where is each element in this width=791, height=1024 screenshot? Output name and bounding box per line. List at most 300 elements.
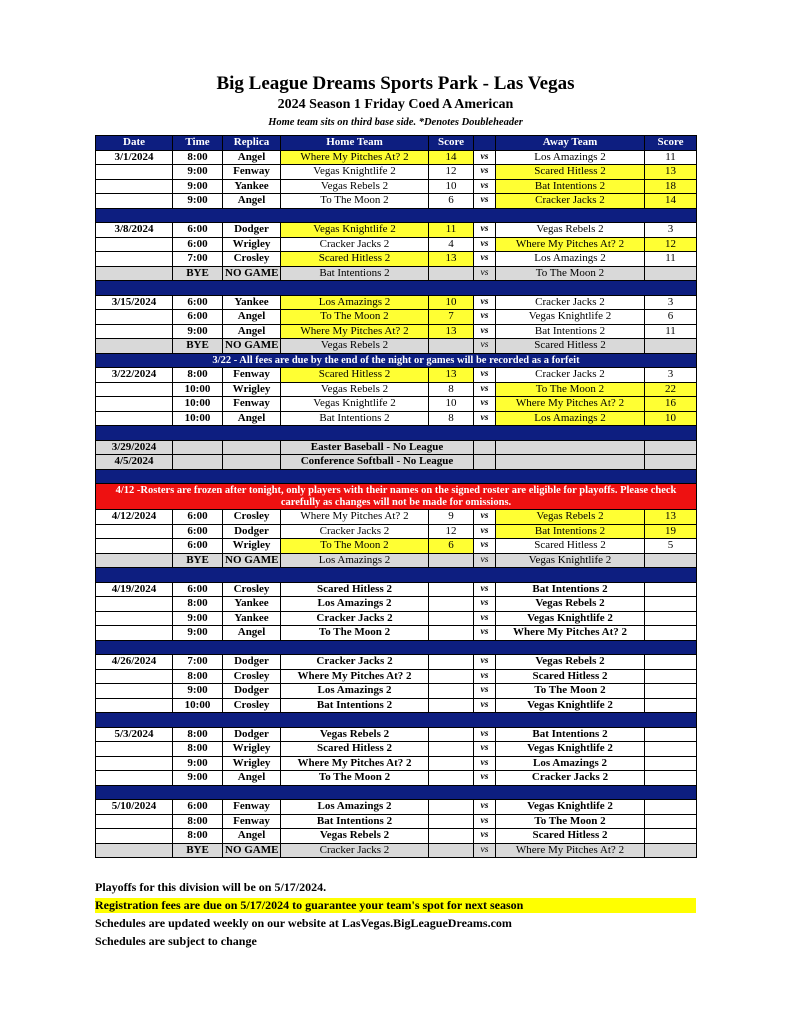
game-row <box>96 237 697 252</box>
date-cell: 3/1/2024 <box>96 150 173 165</box>
date-cell <box>96 626 173 641</box>
date-cell <box>96 165 173 180</box>
replica-cell: Dodger <box>223 524 281 539</box>
home-team-cell: Where My Pitches At? 2 <box>281 756 429 771</box>
date-cell <box>96 771 173 786</box>
date-cell <box>96 684 173 699</box>
date-cell <box>96 698 173 713</box>
away-score-cell <box>645 339 697 354</box>
date-cell <box>96 179 173 194</box>
away-score-cell <box>645 669 697 684</box>
separator-cell <box>96 785 697 800</box>
vs-cell: vs <box>474 397 496 412</box>
no-league-row <box>96 455 697 470</box>
alert-text: 4/12 -Rosters are frozen after tonight, only players with their names on the signed roster are eligible for playoffs. Please check carefully as changes will not be made for omissions. <box>96 484 697 510</box>
separator-cell <box>96 568 697 583</box>
date-cell <box>96 237 173 252</box>
date-cell <box>96 742 173 757</box>
away-team-cell: Vegas Rebels 2 <box>496 510 645 525</box>
date-cell: 4/12/2024 <box>96 510 173 525</box>
no-league-text: Conference Softball - No League <box>281 455 474 470</box>
game-row <box>96 150 697 165</box>
home-score-cell: 10 <box>429 397 474 412</box>
time-cell: 9:00 <box>173 179 223 194</box>
away-team-cell: To The Moon 2 <box>496 266 645 281</box>
away-team-cell: Where My Pitches At? 2 <box>496 237 645 252</box>
home-team-cell: Vegas Knightlife 2 <box>281 165 429 180</box>
game-row <box>96 582 697 597</box>
home-score-cell <box>429 553 474 568</box>
vs-cell: vs <box>474 524 496 539</box>
replica-cell: Angel <box>223 310 281 325</box>
away-score-cell: 3 <box>645 368 697 383</box>
away-team-cell: Bat Intentions 2 <box>496 582 645 597</box>
vs-cell: vs <box>474 814 496 829</box>
home-team-cell: Scared Hitless 2 <box>281 368 429 383</box>
time-cell: 9:00 <box>173 611 223 626</box>
game-row <box>96 165 697 180</box>
separator-cell <box>96 208 697 223</box>
away-team-cell: Scared Hitless 2 <box>496 539 645 554</box>
time-cell: 6:00 <box>173 310 223 325</box>
replica-cell: Angel <box>223 771 281 786</box>
away-cell <box>496 455 645 470</box>
vs-cell: vs <box>474 252 496 267</box>
home-score-cell: 4 <box>429 237 474 252</box>
away-team-cell: Where My Pitches At? 2 <box>496 397 645 412</box>
replica-cell: Wrigley <box>223 742 281 757</box>
home-team-cell: Los Amazings 2 <box>281 295 429 310</box>
away-score-cell: 6 <box>645 310 697 325</box>
time-cell: 9:00 <box>173 165 223 180</box>
bye-row <box>96 553 697 568</box>
bye-row <box>96 266 697 281</box>
away-team-cell: Scared Hitless 2 <box>496 669 645 684</box>
away-team-cell: Where My Pitches At? 2 <box>496 843 645 858</box>
separator-cell <box>96 281 697 296</box>
home-score-cell: 11 <box>429 223 474 238</box>
vs-cell: vs <box>474 756 496 771</box>
date-cell <box>96 756 173 771</box>
date-cell: 3/29/2024 <box>96 440 173 455</box>
date-cell: 4/5/2024 <box>96 455 173 470</box>
home-team-cell: Cracker Jacks 2 <box>281 524 429 539</box>
vs-cell: vs <box>474 150 496 165</box>
replica-cell: Dodger <box>223 727 281 742</box>
time-cell: 8:00 <box>173 727 223 742</box>
away-score-cell: 11 <box>645 324 697 339</box>
away-team-cell: Bat Intentions 2 <box>496 179 645 194</box>
away-team-cell: Bat Intentions 2 <box>496 524 645 539</box>
time-cell: 9:00 <box>173 194 223 209</box>
home-score-cell: 13 <box>429 252 474 267</box>
week-separator <box>96 640 697 655</box>
home-team-cell: Bat Intentions 2 <box>281 698 429 713</box>
replica-cell: Wrigley <box>223 756 281 771</box>
vs-cell: vs <box>474 553 496 568</box>
home-score-cell: 6 <box>429 194 474 209</box>
date-cell <box>96 829 173 844</box>
week-separator <box>96 785 697 800</box>
home-score-cell <box>429 800 474 815</box>
vs-cell: vs <box>474 684 496 699</box>
week-separator <box>96 713 697 728</box>
vs-cell: vs <box>474 539 496 554</box>
home-score-cell <box>429 756 474 771</box>
home-team-cell: Los Amazings 2 <box>281 684 429 699</box>
away-score-cell <box>645 611 697 626</box>
replica-cell: NO GAME <box>223 553 281 568</box>
date-cell: 3/8/2024 <box>96 223 173 238</box>
date-cell <box>96 397 173 412</box>
home-team-cell: Vegas Rebels 2 <box>281 829 429 844</box>
vs-cell: vs <box>474 382 496 397</box>
game-row <box>96 684 697 699</box>
home-team-cell: Scared Hitless 2 <box>281 252 429 267</box>
game-row <box>96 252 697 267</box>
game-row <box>96 771 697 786</box>
time-cell: 8:00 <box>173 368 223 383</box>
home-team-cell: Vegas Rebels 2 <box>281 179 429 194</box>
away-cell <box>496 440 645 455</box>
game-row <box>96 727 697 742</box>
home-team-cell: Los Amazings 2 <box>281 553 429 568</box>
time-cell: 9:00 <box>173 324 223 339</box>
date-cell: 4/19/2024 <box>96 582 173 597</box>
home-score-cell <box>429 727 474 742</box>
time-cell: BYE <box>173 266 223 281</box>
replica-cell <box>223 455 281 470</box>
time-cell: 8:00 <box>173 742 223 757</box>
away-team-cell: To The Moon 2 <box>496 814 645 829</box>
away-score-cell: 11 <box>645 252 697 267</box>
fee-notice-row <box>96 353 697 368</box>
home-score-cell: 9 <box>429 510 474 525</box>
away-team-cell: Bat Intentions 2 <box>496 727 645 742</box>
home-team-cell: Bat Intentions 2 <box>281 814 429 829</box>
time-cell: 7:00 <box>173 252 223 267</box>
schedule-body <box>96 150 697 858</box>
replica-cell: Crosley <box>223 669 281 684</box>
replica-cell: Angel <box>223 411 281 426</box>
home-team-cell: Scared Hitless 2 <box>281 582 429 597</box>
away-team-cell: Vegas Knightlife 2 <box>496 698 645 713</box>
date-cell: 5/10/2024 <box>96 800 173 815</box>
home-score-cell: 8 <box>429 411 474 426</box>
home-team-cell: Vegas Rebels 2 <box>281 727 429 742</box>
away-score-cell <box>645 742 697 757</box>
vs-cell: vs <box>474 194 496 209</box>
vs-cell: vs <box>474 411 496 426</box>
time-cell: 6:00 <box>173 539 223 554</box>
away-score-cell: 18 <box>645 179 697 194</box>
away-score-cell <box>645 597 697 612</box>
away-team-cell: Los Amazings 2 <box>496 756 645 771</box>
date-cell: 3/22/2024 <box>96 368 173 383</box>
date-cell <box>96 539 173 554</box>
page-subtitle: 2024 Season 1 Friday Coed A American <box>277 97 514 112</box>
game-row <box>96 368 697 383</box>
replica-cell: Dodger <box>223 655 281 670</box>
game-row <box>96 597 697 612</box>
col-vs <box>474 136 496 151</box>
home-score-cell <box>429 597 474 612</box>
game-row <box>96 669 697 684</box>
away-score-cell: 3 <box>645 223 697 238</box>
time-cell: 10:00 <box>173 698 223 713</box>
away-score-cell <box>645 814 697 829</box>
away-team-cell: Vegas Knightlife 2 <box>496 800 645 815</box>
replica-cell: Crosley <box>223 582 281 597</box>
game-row <box>96 295 697 310</box>
week-separator <box>96 281 697 296</box>
away-score-cell <box>645 440 697 455</box>
vs-cell <box>474 455 496 470</box>
home-team-cell: To The Moon 2 <box>281 539 429 554</box>
replica-cell: Angel <box>223 829 281 844</box>
footer-playoffs: Playoffs for this division will be on 5/17/2024. <box>95 880 327 894</box>
time-cell: 9:00 <box>173 771 223 786</box>
col-away-team: Away Team <box>496 136 645 151</box>
game-row <box>96 397 697 412</box>
home-team-cell: To The Moon 2 <box>281 310 429 325</box>
home-score-cell <box>429 742 474 757</box>
time-cell: 7:00 <box>173 655 223 670</box>
home-score-cell <box>429 814 474 829</box>
col-home-team: Home Team <box>281 136 429 151</box>
away-team-cell: Vegas Rebels 2 <box>496 597 645 612</box>
time-cell: 10:00 <box>173 411 223 426</box>
away-score-cell <box>645 829 697 844</box>
replica-cell <box>223 440 281 455</box>
col-date: Date <box>96 136 173 151</box>
home-score-cell <box>429 829 474 844</box>
home-team-cell: Bat Intentions 2 <box>281 266 429 281</box>
away-score-cell <box>645 698 697 713</box>
away-score-cell <box>645 455 697 470</box>
game-row <box>96 310 697 325</box>
replica-cell: Angel <box>223 324 281 339</box>
date-cell <box>96 324 173 339</box>
table-header-row <box>96 136 697 151</box>
separator-cell <box>96 426 697 441</box>
replica-cell: NO GAME <box>223 266 281 281</box>
col-replica: Replica <box>223 136 281 151</box>
home-team-cell: Vegas Knightlife 2 <box>281 223 429 238</box>
vs-cell: vs <box>474 295 496 310</box>
away-team-cell: Los Amazings 2 <box>496 150 645 165</box>
time-cell: 6:00 <box>173 800 223 815</box>
away-team-cell: Los Amazings 2 <box>496 411 645 426</box>
away-score-cell <box>645 771 697 786</box>
home-score-cell <box>429 339 474 354</box>
time-cell: 8:00 <box>173 669 223 684</box>
vs-cell: vs <box>474 266 496 281</box>
roster-alert-row <box>96 484 697 510</box>
vs-cell: vs <box>474 626 496 641</box>
away-team-cell: Vegas Knightlife 2 <box>496 611 645 626</box>
away-team-cell: Bat Intentions 2 <box>496 324 645 339</box>
vs-cell: vs <box>474 655 496 670</box>
home-score-cell: 12 <box>429 524 474 539</box>
home-team-cell: Scared Hitless 2 <box>281 742 429 757</box>
away-score-cell: 5 <box>645 539 697 554</box>
replica-cell: Wrigley <box>223 237 281 252</box>
vs-cell: vs <box>474 742 496 757</box>
away-score-cell: 10 <box>645 411 697 426</box>
away-score-cell: 13 <box>645 510 697 525</box>
home-score-cell <box>429 843 474 858</box>
time-cell: BYE <box>173 843 223 858</box>
replica-cell: Angel <box>223 194 281 209</box>
vs-cell: vs <box>474 165 496 180</box>
home-team-cell: Bat Intentions 2 <box>281 411 429 426</box>
home-score-cell <box>429 698 474 713</box>
vs-cell: vs <box>474 582 496 597</box>
date-cell <box>96 194 173 209</box>
vs-cell: vs <box>474 611 496 626</box>
vs-cell: vs <box>474 597 496 612</box>
replica-cell: Dodger <box>223 223 281 238</box>
home-team-cell: Where My Pitches At? 2 <box>281 669 429 684</box>
away-team-cell: Vegas Knightlife 2 <box>496 742 645 757</box>
schedule-table <box>95 135 697 858</box>
home-score-cell: 10 <box>429 179 474 194</box>
date-cell <box>96 339 173 354</box>
away-team-cell: Vegas Knightlife 2 <box>496 310 645 325</box>
bye-row <box>96 339 697 354</box>
home-score-cell <box>429 626 474 641</box>
time-cell: 6:00 <box>173 223 223 238</box>
vs-cell: vs <box>474 324 496 339</box>
game-row <box>96 626 697 641</box>
time-cell: 8:00 <box>173 829 223 844</box>
header-note: Home team sits on third base side. *Denotes Doubleheader <box>268 117 523 128</box>
col-time: Time <box>173 136 223 151</box>
time-cell: 9:00 <box>173 756 223 771</box>
away-team-cell: Scared Hitless 2 <box>496 829 645 844</box>
bye-row <box>96 843 697 858</box>
replica-cell: Angel <box>223 150 281 165</box>
vs-cell: vs <box>474 800 496 815</box>
game-row <box>96 539 697 554</box>
away-score-cell <box>645 655 697 670</box>
game-row <box>96 382 697 397</box>
replica-cell: NO GAME <box>223 843 281 858</box>
home-score-cell: 10 <box>429 295 474 310</box>
home-team-cell: Where My Pitches At? 2 <box>281 510 429 525</box>
time-cell: 8:00 <box>173 150 223 165</box>
away-score-cell: 22 <box>645 382 697 397</box>
away-team-cell: Cracker Jacks 2 <box>496 194 645 209</box>
no-league-row <box>96 440 697 455</box>
vs-cell <box>474 440 496 455</box>
away-team-cell: Vegas Rebels 2 <box>496 655 645 670</box>
home-team-cell: To The Moon 2 <box>281 771 429 786</box>
separator-cell <box>96 640 697 655</box>
away-score-cell <box>645 800 697 815</box>
date-cell <box>96 611 173 626</box>
home-team-cell: Cracker Jacks 2 <box>281 611 429 626</box>
time-cell: BYE <box>173 339 223 354</box>
away-team-cell: Cracker Jacks 2 <box>496 295 645 310</box>
footer-change: Schedules are subject to change <box>95 934 257 948</box>
game-row <box>96 800 697 815</box>
date-cell: 4/26/2024 <box>96 655 173 670</box>
away-score-cell: 11 <box>645 150 697 165</box>
home-team-cell: Vegas Rebels 2 <box>281 339 429 354</box>
vs-cell: vs <box>474 237 496 252</box>
away-score-cell <box>645 553 697 568</box>
away-team-cell: Where My Pitches At? 2 <box>496 626 645 641</box>
page-title: Big League Dreams Sports Park - Las Vegas <box>216 73 575 94</box>
home-score-cell <box>429 582 474 597</box>
replica-cell: Wrigley <box>223 382 281 397</box>
separator-cell <box>96 713 697 728</box>
separator-cell <box>96 469 697 484</box>
away-team-cell: Cracker Jacks 2 <box>496 771 645 786</box>
home-team-cell: Where My Pitches At? 2 <box>281 324 429 339</box>
home-team-cell: Where My Pitches At? 2 <box>281 150 429 165</box>
time-cell: 9:00 <box>173 626 223 641</box>
time-cell: 8:00 <box>173 597 223 612</box>
time-cell: 6:00 <box>173 524 223 539</box>
replica-cell: Fenway <box>223 814 281 829</box>
away-score-cell <box>645 626 697 641</box>
game-row <box>96 223 697 238</box>
game-row <box>96 324 697 339</box>
game-row <box>96 655 697 670</box>
home-team-cell: To The Moon 2 <box>281 626 429 641</box>
replica-cell: NO GAME <box>223 339 281 354</box>
time-cell <box>173 455 223 470</box>
replica-cell: Fenway <box>223 800 281 815</box>
date-cell <box>96 310 173 325</box>
week-separator <box>96 208 697 223</box>
time-cell: 6:00 <box>173 510 223 525</box>
away-score-cell: 13 <box>645 165 697 180</box>
home-score-cell: 12 <box>429 165 474 180</box>
vs-cell: vs <box>474 727 496 742</box>
vs-cell: vs <box>474 339 496 354</box>
vs-cell: vs <box>474 510 496 525</box>
away-team-cell: Los Amazings 2 <box>496 252 645 267</box>
replica-cell: Fenway <box>223 165 281 180</box>
home-score-cell <box>429 684 474 699</box>
time-cell: 10:00 <box>173 382 223 397</box>
game-row <box>96 698 697 713</box>
home-team-cell: Los Amazings 2 <box>281 800 429 815</box>
home-score-cell: 6 <box>429 539 474 554</box>
away-score-cell <box>645 582 697 597</box>
time-cell: 6:00 <box>173 295 223 310</box>
replica-cell: Dodger <box>223 684 281 699</box>
away-team-cell: To The Moon 2 <box>496 382 645 397</box>
time-cell: 8:00 <box>173 814 223 829</box>
home-team-cell: Vegas Knightlife 2 <box>281 397 429 412</box>
game-row <box>96 742 697 757</box>
home-team-cell: Cracker Jacks 2 <box>281 237 429 252</box>
away-team-cell: Scared Hitless 2 <box>496 339 645 354</box>
replica-cell: Yankee <box>223 295 281 310</box>
home-team-cell: Cracker Jacks 2 <box>281 843 429 858</box>
game-row <box>96 179 697 194</box>
replica-cell: Angel <box>223 626 281 641</box>
game-row <box>96 411 697 426</box>
home-score-cell: 14 <box>429 150 474 165</box>
home-team-cell: To The Moon 2 <box>281 194 429 209</box>
away-score-cell: 16 <box>645 397 697 412</box>
